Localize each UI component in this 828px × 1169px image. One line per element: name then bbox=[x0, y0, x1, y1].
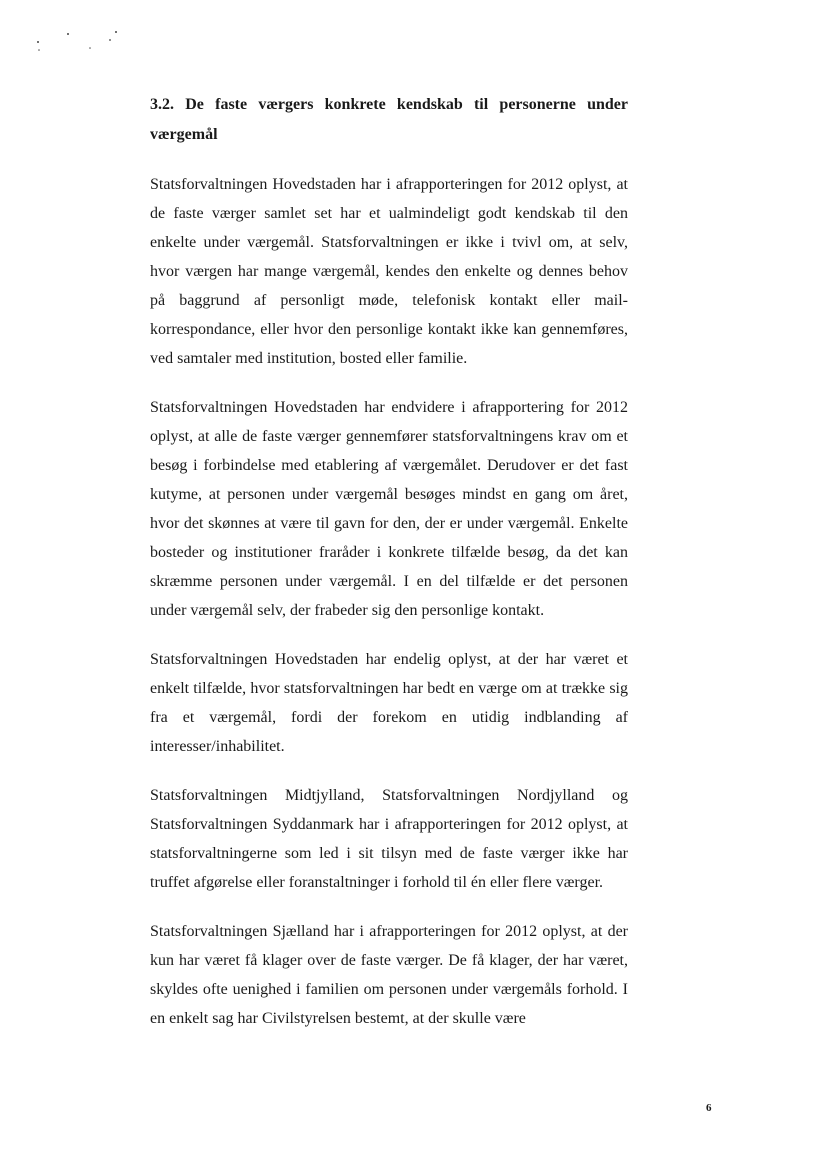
paragraph-3: Statsforvaltningen Hovedstaden har endelig oplyst, at der har været et enkelt tilfælde, hvor statsforvaltningen har bedt en værge om at trække sig fra et værgemål, fordi der forekom en utidig indblanding af interesser/inhabilitet. bbox=[150, 651, 628, 755]
paragraph-1: Statsforvaltningen Hovedstaden har i afrapporteringen for 2012 oplyst, at de faste værger samlet set har et ualmindeligt godt kendskab til den enkelte under værgemål. Statsforvaltningen er ikke i tvivl om, at selv, hvor værgen har mange værgemål, kendes den enkelte og dennes behov på baggrund af personligt møde, telefonisk kontakt eller mailkorrespondance, eller hvor den personlige kontakt ikke kan gennemføres, ved samtaler med institution, bosted eller familie. bbox=[150, 176, 628, 367]
paragraph-2: Statsforvaltningen Hovedstaden har endvidere i afrapportering for 2012 oplyst, at alle de faste værger gennemfører statsforvaltningens krav om et besøg i forbindelse med etablering af værgemålet. Derudover er det fast kutyme, at personen under værgemål besøges mindst en gang om året, hvor det skønnes at være til gavn for den, der er under værgemål. Enkelte bosteder og institutioner fraråder i konkrete tilfælde besøg, da det kan skræmme personen under værgemål. I en del tilfælde er det personen under værgemål selv, der frabeder sig den personlige kontakt. bbox=[150, 399, 628, 619]
paragraph-5: Statsforvaltningen Sjælland har i afrapporteringen for 2012 oplyst, at der kun har været få klager over de faste værger. De få klager, der har været, skyldes ofte uenighed i familien om personen under værgemåls forhold. I en enkelt sag har Civilstyrelsen bestemt, at der skulle være bbox=[150, 923, 628, 1027]
scan-specks bbox=[30, 20, 140, 60]
section-heading: 3.2. De faste værgers konkrete kendskab til personerne under værgemål bbox=[150, 96, 628, 143]
page-number: 6 bbox=[706, 1102, 712, 1114]
paragraph-4: Statsforvaltningen Midtjylland, Statsforvaltningen Nordjylland og Statsforvaltningen Syddanmark har i afrapporteringen for 2012 oplyst, at statsforvaltningerne som led i sit tilsyn med de faste værger ikke har truffet afgørelse eller foranstaltninger i forhold til én eller flere værger. bbox=[150, 787, 628, 891]
document-body bbox=[150, 90, 628, 1053]
